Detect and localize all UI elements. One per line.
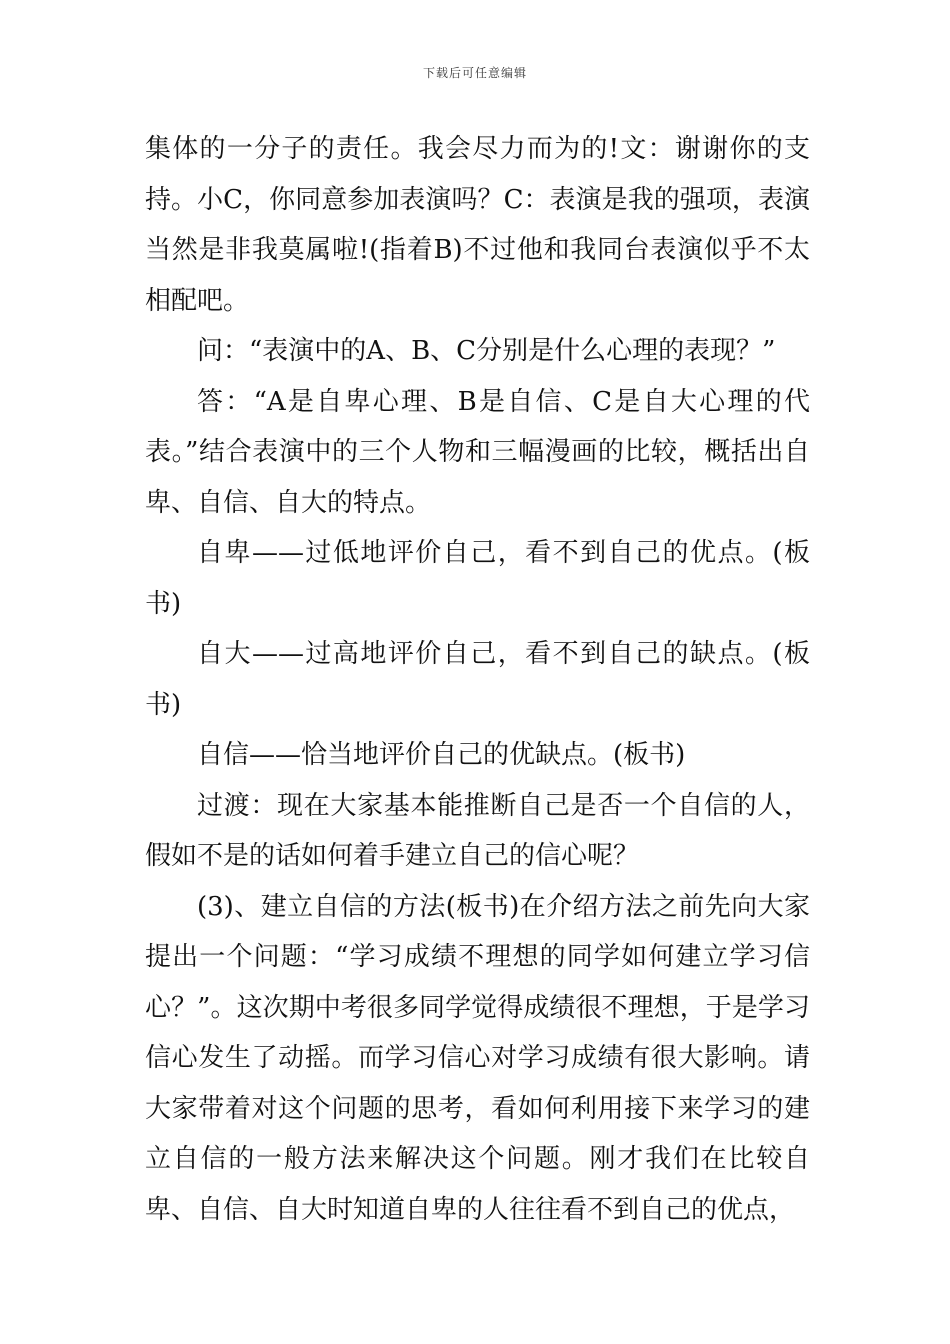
paragraph-6: 自信——恰当地评价自己的优缺点。(板书)	[197, 740, 686, 770]
paragraph-7: 过渡：现在大家基本能推断自己是否一个自信的人，假如不是的话如何着手建立自己的信心呢？	[145, 790, 810, 871]
paragraph-8: (3)、建立自信的方法(板书)在介绍方法之前先向大家提出一个问题：“学习成绩不理想的同学如何建立学习信心？”。这次期中考很多同学觉得成绩很不理想，于是学习信心发生了动摇。而学习信心对学习成绩有很大影响。请大家带着对这个问题的思考，看如何利用接下来学习的建立自信的一般方法来解决这个问题。刚才我们在比较自卑、自信、自大时知道自卑的人往往看不到自己的优点，	[145, 891, 810, 1225]
paragraph-2: 问：“表演中的A、B、C分别是什么心理的表现？”	[197, 336, 776, 366]
paragraph-5: 自大——过高地评价自己，看不到自己的缺点。(板书)	[145, 639, 810, 720]
paragraph-3: 答：“A是自卑心理、B是自信、C是自大心理的代表。”结合表演中的三个人物和三幅漫画的比较，概括出自卑、自信、自大的特点。	[145, 386, 810, 518]
paragraph-4: 自卑——过低地评价自己，看不到自己的优点。(板书)	[145, 538, 810, 619]
paragraph-1: 集体的一分子的责任。我会尽力而为的!文：谢谢你的支持。小C，你同意参加表演吗？C：表演是我的强项，表演当然是非我莫属啦!(指着B)不过他和我同台表演似乎不太相配吧。	[145, 134, 810, 316]
page-header: 下载后可任意编辑	[422, 66, 527, 80]
document-body	[145, 124, 810, 1235]
